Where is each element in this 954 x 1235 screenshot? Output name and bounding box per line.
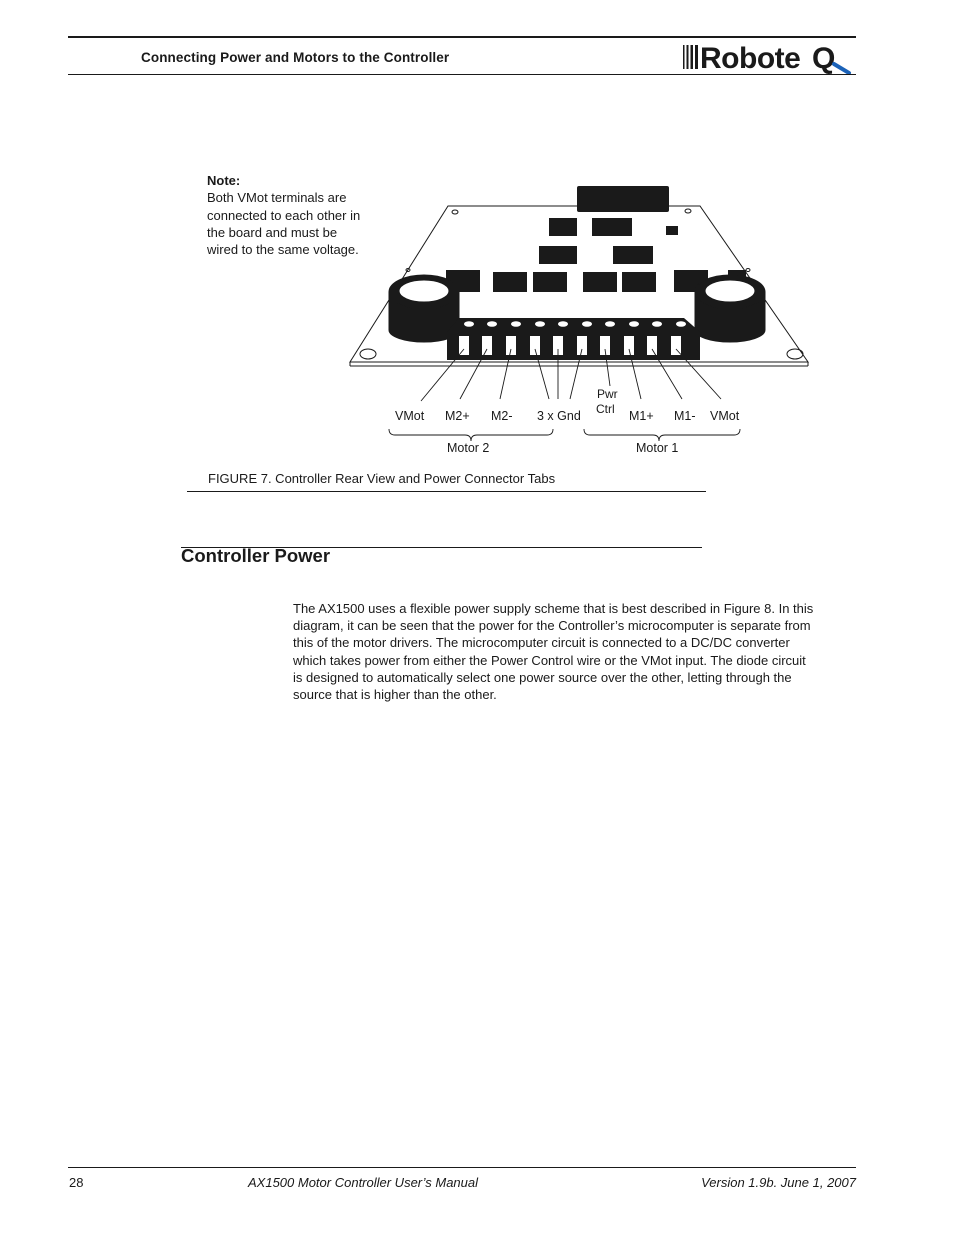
motor1-label: Motor 1 (636, 441, 679, 455)
terminal-label-m2-minus: M2- (491, 409, 513, 423)
svg-text:Q: Q (812, 42, 836, 74)
figure-caption: FIGURE 7. Controller Rear View and Power Connector Tabs (208, 471, 556, 486)
footer-version: Version 1.9b. June 1, 2007 (701, 1175, 856, 1190)
section-title: Controller Power (181, 545, 331, 566)
motor2-label: Motor 2 (447, 441, 490, 455)
page-number: 28 (69, 1175, 84, 1190)
terminal-label-vmot-right: VMot (710, 409, 740, 423)
footer-rule (68, 1167, 856, 1168)
footer-manual-title: AX1500 Motor Controller User’s Manual (248, 1175, 479, 1190)
terminal-label-ctrl: Ctrl (596, 402, 615, 416)
running-header-title: Connecting Power and Motors to the Controller (141, 50, 450, 65)
terminal-label-m1-plus: M1+ (629, 409, 654, 423)
caption-rule (187, 491, 706, 492)
terminal-label-m2-plus: M2+ (445, 409, 470, 423)
body-line: which takes power from either the Power Control wire or the VMot input. The diode circuit (293, 652, 806, 668)
body-line: The AX1500 uses a flexible power supply scheme that is best described in Figure 8. In this (293, 601, 814, 616)
note-title: Note: (207, 173, 241, 188)
body-line: diagram, it can be seen that the power for the Controller’s microcomputer is separate from (293, 618, 811, 634)
svg-text:Robote: Robote (700, 42, 801, 74)
terminal-label-vmot-left: VMot (395, 409, 425, 423)
body-paragraph (293, 600, 858, 703)
body-line: this of the motor drivers. The microcomputer circuit is connected to a DC/DC converter (293, 635, 790, 651)
note-line: the board and must be (207, 224, 338, 240)
controller-rear-view-drawing (0, 0, 954, 480)
body-line: source that is higher than the other. (293, 687, 497, 703)
terminal-label-pwr: Pwr (597, 387, 618, 401)
note-line: Both VMot terminals are (207, 190, 347, 206)
body-line: is designed to automatically select one power source over the other, letting through the (293, 669, 792, 685)
note-line: connected to each other in (207, 207, 361, 223)
terminal-label-gnd: 3 x Gnd (537, 409, 581, 423)
terminal-label-m1-minus: M1- (674, 409, 696, 423)
note-line: wired to the same voltage. (207, 242, 359, 258)
